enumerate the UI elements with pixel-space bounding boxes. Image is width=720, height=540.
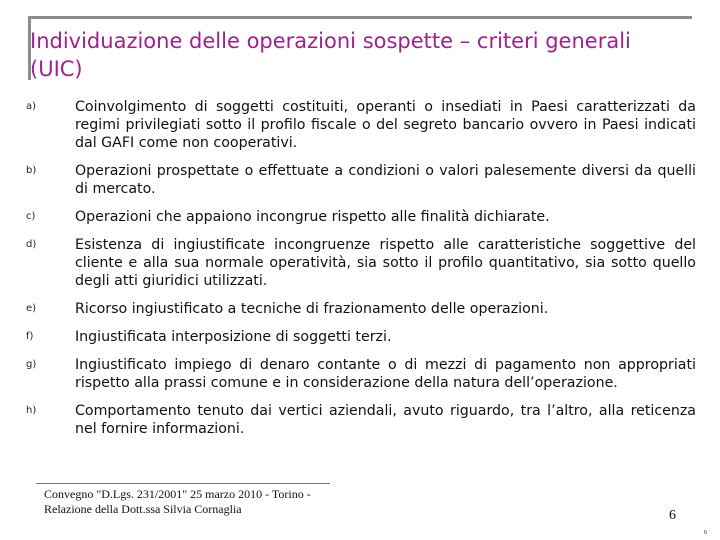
list-marker: d) — [26, 239, 37, 250]
list-item-text: Coinvolgimento di soggetti costituiti, operanti o insediati in Paesi caratterizzati da regimi privilegiati sotto il profilo fiscale o del segreto bancario ovvero in Paesi indicati dal GAFI come non cooperativi. — [75, 99, 696, 151]
list-item-text: Comportamento tenuto dai vertici aziendali, avuto riguardo, tra l’altro, alla reticenza nel fornire informazioni. — [75, 403, 696, 437]
slide-title: Individuazione delle operazioni sospette – criteri generali (UIC) — [30, 29, 631, 81]
list-item-text: Ingiustificata interposizione di soggetti terzi. — [75, 329, 392, 345]
page-number: 6 — [669, 508, 676, 523]
list-item — [26, 402, 696, 438]
list-item-text: Operazioni che appaiono incongrue rispetto alle finalità dichiarate. — [75, 209, 550, 225]
list-item — [26, 162, 696, 198]
criteria-list — [26, 98, 696, 448]
list-item — [26, 208, 696, 226]
list-marker: g) — [26, 359, 37, 370]
list-marker: b) — [26, 165, 37, 176]
list-item-text: Operazioni prospettate o effettuate a condizioni o valori palesemente diversi da quelli di mercato. — [75, 163, 696, 197]
list-item — [26, 300, 696, 318]
footer-line-2: Relazione della Dott.ssa Silvia Cornaglia — [44, 502, 242, 516]
footer — [44, 487, 364, 517]
list-item — [26, 236, 696, 290]
list-item-text: Ingiustificato impiego di denaro contante o di mezzi di pagamento non appropriati rispetto alla prassi comune e in considerazione della natura dell’operazione. — [75, 357, 696, 391]
list-marker: c) — [26, 211, 36, 222]
list-marker: a) — [26, 101, 37, 112]
mini-page-number: 6 — [704, 530, 707, 536]
list-item-text: Esistenza di ingiustificate incongruenze rispetto alle caratteristiche soggettive del cliente e alla sua normale operatività, sia sotto il profilo quantitativo, sia sotto quello degli atti giuridici utilizzati. — [75, 237, 696, 289]
list-marker: h) — [26, 405, 37, 416]
list-marker: e) — [26, 303, 37, 314]
list-item — [26, 356, 696, 392]
footer-line-1: Convegno "D.Lgs. 231/2001" 25 marzo 2010 - Torino - — [44, 487, 311, 501]
footer-divider — [36, 483, 330, 484]
title-frame-top-border — [28, 16, 692, 19]
list-item-text: Ricorso ingiustificato a tecniche di frazionamento delle operazioni. — [75, 301, 549, 317]
list-marker: f) — [26, 331, 34, 342]
list-item — [26, 328, 696, 346]
list-item — [26, 98, 696, 152]
